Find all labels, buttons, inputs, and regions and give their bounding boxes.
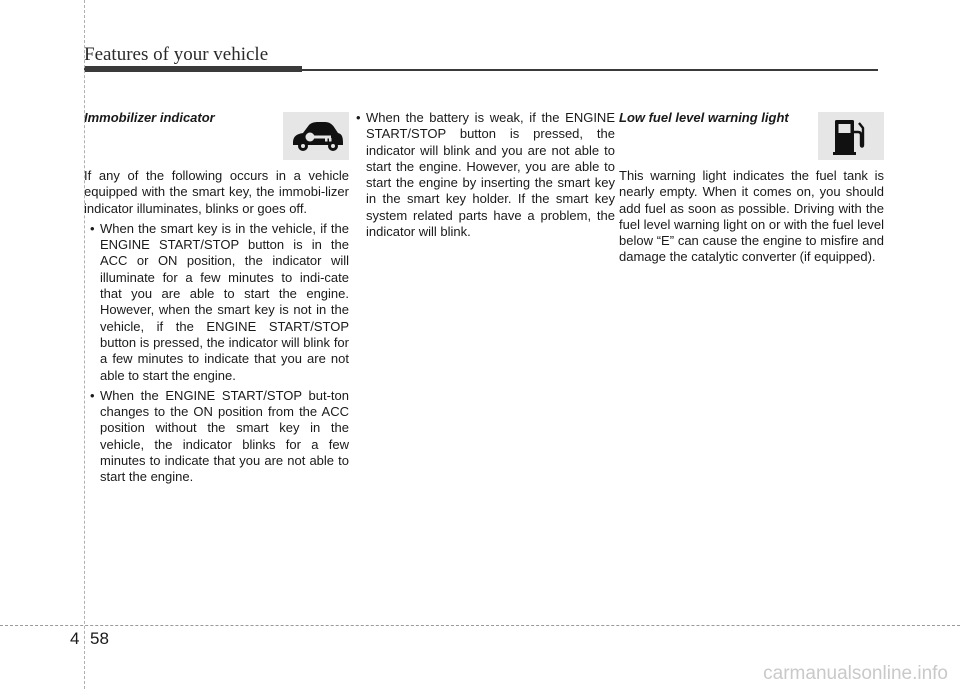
margin-guide xyxy=(84,0,85,689)
low-fuel-body: This warning light indicates the fuel tank is nearly empty. When it comes on, you should add fuel as soon as possible. Driving with the fuel level warning light on or with the fuel level below “E” can cause the engine to misfire and damage the catalytic converter (if equipped). xyxy=(619,168,884,265)
watermark: carmanualsonline.info xyxy=(763,663,948,684)
list-item: • When the smart key is in the vehicle, if the ENGINE START/STOP button is in the ACC or ON position, the indicator will illuminate for a few minutes to indi-cate that you are able to start the engine. However, when the smart key is not in the vehicle, if the ENGINE START/STOP button is pressed, the indicator will blink for a few minutes to indicate that you are not able to start the engine. xyxy=(84,221,349,384)
list-item: • When the battery is weak, if the ENGINE START/STOP button is pressed, the indicator will blink and you are not able to start the engine. However, you are able to start the engine by inserting the smart key in the smart key holder. If the smart key system related parts have a problem, the indicator will blink. xyxy=(350,110,615,240)
footer-divider xyxy=(0,625,960,626)
car-key-icon xyxy=(283,112,349,160)
column-immobilizer-cont xyxy=(350,110,615,244)
fuel-pump-icon xyxy=(818,112,884,160)
column-immobilizer xyxy=(84,110,349,490)
list-item: • When the ENGINE START/STOP but-ton changes to the ON position from the ACC position without the smart key in the vehicle, the indicator blinks for a few minutes to indicate that you are not able to start the engine. xyxy=(84,388,349,486)
column-low-fuel xyxy=(619,110,884,270)
header-rule-thin xyxy=(302,69,878,71)
header-rule-thick xyxy=(84,66,302,72)
chapter-number: 4 xyxy=(70,629,80,648)
immobilizer-intro: If any of the following occurs in a vehicle equipped with the smart key, the immobi-lizer indicator illuminates, blinks or goes off. xyxy=(84,168,349,216)
page-number: 58 xyxy=(90,629,109,648)
immobilizer-title: Immobilizer indicator xyxy=(84,110,215,125)
immobilizer-bullets-1 xyxy=(84,221,349,486)
immobilizer-bullets-2 xyxy=(350,110,615,240)
page-header-title: Features of your vehicle xyxy=(84,44,269,65)
low-fuel-title: Low fuel level warning light xyxy=(619,110,789,125)
